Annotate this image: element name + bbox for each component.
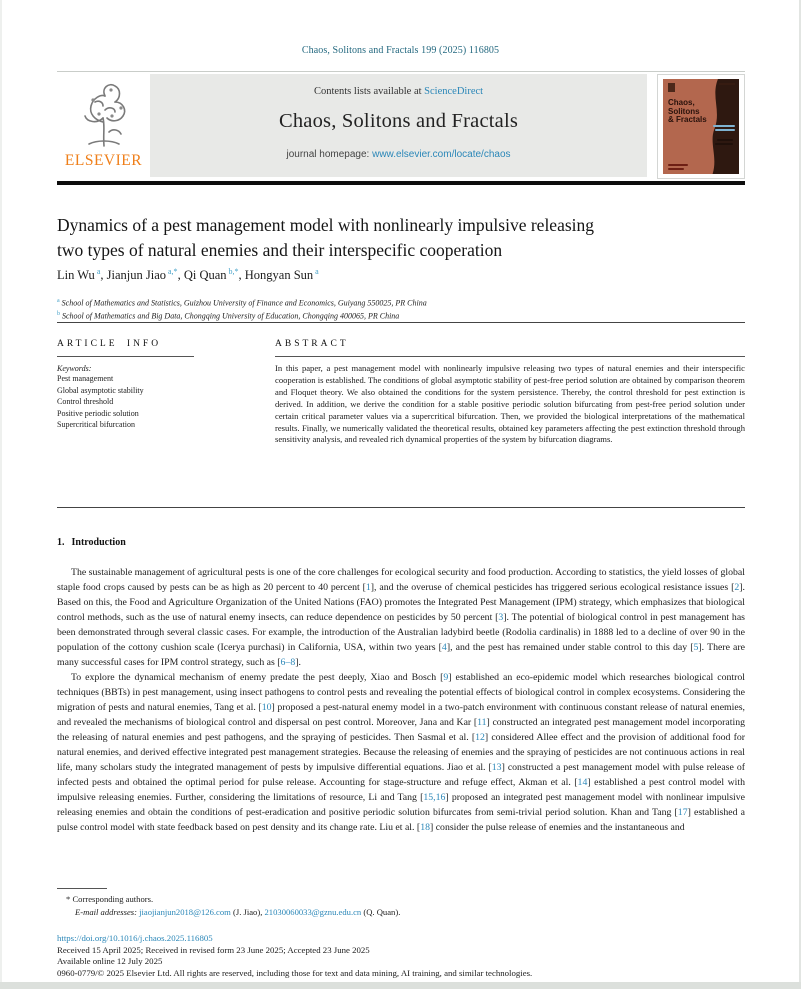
journal-name: Chaos, Solitons and Fractals bbox=[278, 110, 519, 132]
intro-paragraph-1: The sustainable management of agricultural pests is one of the core challenges for ecological security and food production. According to statistics, the yield losses of global staple food crops caused by pests can be as high as 20 percent to 40 percent [1], and the overuse of chemical pesticides has triggered serious ecological resistance issues [2]. Based on this, the Food and Agriculture Organization of the United Nations (FAO) promotes the Integrated Pest Management (IPM) strategy, which emphasizes that biological control methods, such as the use of natural enemy insects, can reduce dependence on pesticides by 50 percent [3]. The potential of biological control in pest management has been demonstrated through several classic cases. For example, the introduction of the Australian ladybird beetle (Rodolia cardinalis) in 1888 led to a decline of over 90 in the population of the cottony cushion scale (Icerya purchasi) in California, USA, within two years [4], and the pest has remained under stable control to this day [5]. There are many successful cases for IPM control strategy, such as [6–8]. bbox=[57, 567, 745, 668]
keyword: Pest management bbox=[57, 374, 114, 383]
author-affil-sup: a,* bbox=[168, 267, 178, 276]
received-dates: Received 15 April 2025; Received in revised form 23 June 2025; Accepted 23 June 2025 bbox=[57, 944, 370, 955]
journal-citation-header: Chaos, Solitons and Fractals 199 (2025) 116805 bbox=[301, 45, 500, 56]
citation-link[interactable]: 4 bbox=[441, 642, 447, 653]
citation-link[interactable]: 14 bbox=[577, 777, 588, 788]
journal-cover-art bbox=[663, 79, 739, 174]
author-affil-sup: a bbox=[315, 267, 319, 276]
banner-center-panel bbox=[150, 74, 647, 177]
abstract-rule bbox=[275, 356, 745, 357]
introduction-section bbox=[57, 537, 745, 887]
cover-title-line: & Fractals bbox=[668, 115, 707, 124]
email-addresses-line bbox=[57, 906, 745, 919]
email-link-quan[interactable]: 21030060033@gznu.edu.cn bbox=[264, 906, 362, 917]
abstract-text: In this paper, a pest management model with nonlinearly impulsive releasing two types of natural enemies and their interspecific cooperation is established. The conditions of global asymptotic stability of pest-free period solution are obtained by comparison theorem and Floquet theory. We also obtained the conditions for the system persistence. Thereby, the control threshold for pest extinction is derived. In addition, we derive the condition for a stable positive periodic solution bifurcating from pest-free period solution under certain critical parameter values via a supercritical bifurcation. Then, we provided the biological interpretations of the mathematical results. Finally, we numerically validated the theoretical results, obtained key parameters affecting the pest extinction threshold through sensitivity analysis, and revealed rich dynamical properties of the system by bifurcation diagrams. bbox=[275, 363, 745, 445]
cover-footer-text bbox=[668, 168, 684, 170]
citation-link[interactable]: 6–8 bbox=[280, 657, 296, 668]
cover-footer-text bbox=[668, 164, 688, 166]
article-title bbox=[57, 213, 749, 263]
author: Qi Quan $^{b,*}$, bbox=[183, 267, 245, 283]
journal-banner bbox=[57, 71, 745, 180]
citation-link[interactable]: 9 bbox=[443, 672, 449, 683]
citation-link[interactable]: 12 bbox=[475, 732, 485, 743]
cover-publisher-mark-icon bbox=[668, 83, 675, 92]
keyword: Global asymptotic stability bbox=[57, 385, 144, 395]
homepage-line bbox=[150, 149, 647, 160]
corresponding-author-footnote bbox=[57, 888, 745, 918]
article-info-rule bbox=[57, 356, 194, 357]
keyword: Supercritical bifurcation bbox=[57, 420, 135, 429]
homepage-prefix: journal homepage: bbox=[286, 149, 370, 160]
author-affil-sup: b,* bbox=[228, 267, 239, 276]
article-title-line2: two types of natural enemies and their interspecific cooperation bbox=[57, 240, 503, 260]
citation-link[interactable]: 1 bbox=[365, 582, 371, 593]
abstract-column bbox=[275, 323, 745, 507]
article-info-heading: ARTICLE INFO bbox=[57, 339, 162, 349]
cover-issue-text bbox=[719, 83, 735, 85]
article-title-line1: Dynamics of a pest management model with nonlinearly impulsive releasing bbox=[57, 215, 595, 235]
citation-link[interactable]: 17 bbox=[677, 807, 688, 818]
page-edge bbox=[0, 982, 801, 989]
email-suffix: (Q. Quan). bbox=[361, 906, 401, 917]
cover-editor-text bbox=[717, 139, 733, 141]
keyword: Positive periodic solution bbox=[57, 408, 139, 418]
citation-link[interactable]: 2 bbox=[734, 582, 740, 593]
article-footer-meta bbox=[57, 933, 745, 979]
author-list bbox=[57, 267, 745, 283]
cover-title-line: Chaos, bbox=[668, 98, 695, 107]
elsevier-wordmark: ELSEVIER bbox=[64, 152, 143, 169]
elsevier-tree-icon bbox=[65, 76, 143, 154]
sciencedirect-link[interactable]: ScienceDirect bbox=[424, 86, 484, 97]
journal-cover-thumbnail bbox=[657, 74, 745, 179]
citation-link[interactable]: 15,16 bbox=[423, 792, 446, 803]
cover-title bbox=[668, 99, 707, 125]
author: Jianjun Jiao $^{a,*}$, bbox=[106, 267, 184, 283]
affiliation-line: $^a$ School of Mathematics and Statistics, Guizhou University of Finance and Economics, Guiyang 550025, PR China bbox=[57, 298, 427, 308]
citation-link[interactable]: 11 bbox=[477, 717, 487, 728]
citation-link[interactable]: 3 bbox=[498, 612, 504, 623]
affiliations bbox=[57, 296, 745, 322]
email-link-jiao[interactable]: jiaojianjun2018@126.com bbox=[139, 906, 231, 917]
journal-homepage-link[interactable]: www.elsevier.com/locate/chaos bbox=[372, 149, 511, 160]
affiliation-line: $^b$ School of Mathematics and Big Data, Chongqing University of Education, Chongqing 400065, PR China bbox=[57, 311, 400, 321]
citation-link[interactable]: 10 bbox=[261, 702, 272, 713]
keyword: Control threshold bbox=[57, 397, 114, 406]
issn-copyright-line: 0960-0779/© 2025 Elsevier Ltd. All rights are reserved, including those for text and data mining, AI training, and similar technologies. bbox=[57, 967, 533, 978]
author: Lin Wu $^a$, bbox=[57, 267, 107, 283]
contents-line bbox=[150, 86, 647, 97]
cover-subtitle-text bbox=[713, 125, 735, 127]
citation-link[interactable]: 18 bbox=[420, 822, 430, 833]
corresponding-authors-note: * Corresponding authors. bbox=[66, 894, 154, 904]
keywords-label: Keywords: bbox=[57, 364, 92, 373]
article-info-column bbox=[57, 323, 237, 507]
author-affil-sup: a bbox=[96, 267, 101, 276]
cover-editor-text bbox=[715, 143, 733, 145]
article-info-abstract-block bbox=[57, 322, 745, 508]
cover-subtitle-text bbox=[715, 129, 735, 131]
email-label: E-mail addresses: bbox=[75, 906, 137, 917]
elsevier-logo bbox=[57, 72, 150, 180]
intro-paragraph-2: To explore the dynamical mechanism of enemy predate the pest deeply, Xiao and Bosch [9] established an eco-epidemic model which researches biological control techniques (BBTs) in pest management, using insect pathogens to control pests and revealing the potential effects of biological control in complex ecosystems. Considering the migration of pests and natural enemies, Tang et al. [10] proposed a pest-natural enemy model in a two-patch environment with continuous constant release of natural enemies, and revealed the mechanisms of biological control and dispersal on pest control. Moreover, Jana and Kar [11] constructed an integrated pest management model incorporating the releasing of natural enemies and pest pathogens, and the spraying of pesticides. Then Sasmal et al. [12] considered Allee effect and the provision of additional food for natural enemies, and derived effective integrated pest management strategies. Because the releasing of enemies and the spraying of pesticides are not continuous actions in real life, many scholars study the integrated management of pests by impulsive differential equations. Jiao et al. [13] constructed a pest management model with pulse release of infected pests and obtained the optimal period for pulse release. Accounting for stage-structure and refuge effect, Akman et al. [14] established a pest control model with impulsive releasing enemies. Further, considering the limitations of resource, Li and Tang [15,16] proposed an integrated pest management model with nonlinear impulsive releasing enemies and obtain the conditions of pest-eradication and positive periodic solution bifurcates from semi-trivial period solution. Khan and Tang [17] established a pulse control model with state feedback based on pest density and its change rate. Liu et al. [18] consider the pulse release of enemies and the instantaneous and bbox=[57, 672, 745, 833]
citation-link[interactable]: 5 bbox=[693, 642, 699, 653]
available-online-date: Available online 12 July 2025 bbox=[57, 956, 163, 967]
author: Hongyan Sun $^a$ bbox=[244, 267, 319, 283]
header-divider-bar bbox=[57, 181, 745, 185]
email-suffix: (J. Jiao), bbox=[230, 906, 265, 917]
contents-prefix: Contents lists available at bbox=[313, 86, 422, 97]
doi-link[interactable]: https://doi.org/10.1016/j.chaos.2025.116805 bbox=[57, 933, 213, 943]
abstract-heading: ABSTRACT bbox=[275, 339, 349, 349]
citation-link[interactable]: 13 bbox=[491, 762, 502, 773]
cover-title-line: Solitons bbox=[668, 106, 700, 116]
footnote-rule bbox=[57, 888, 107, 889]
section-heading-introduction: 1. Introduction bbox=[57, 537, 126, 548]
